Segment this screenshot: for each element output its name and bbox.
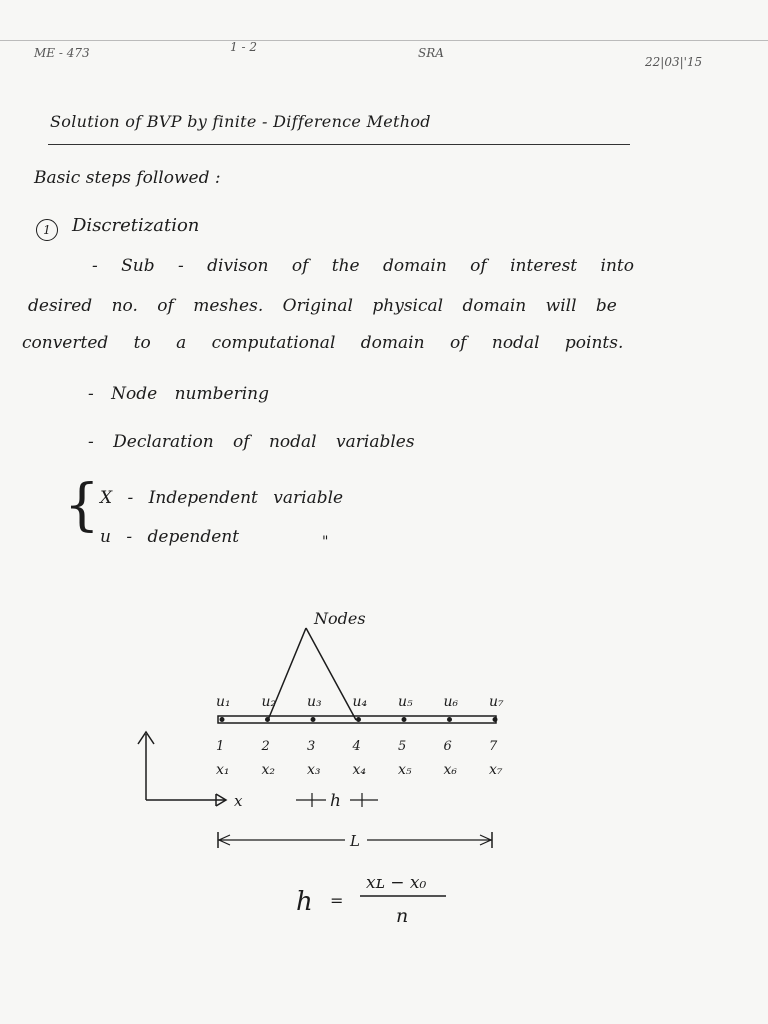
subtitle: Basic steps followed : xyxy=(34,168,221,188)
node-x-label: x₇ xyxy=(489,762,503,778)
u-variable-line: u - dependent xyxy=(100,527,240,547)
node-x-label: x₁ xyxy=(216,762,230,778)
node-u-label: u₂ xyxy=(261,694,277,710)
bullet-declaration: - Declaration of nodal variables xyxy=(88,432,415,452)
x-axis-label: x xyxy=(234,792,243,810)
node-x-label: x₂ xyxy=(261,762,276,778)
formula-lhs: h xyxy=(296,887,313,917)
bullet-node-numbering: - Node numbering xyxy=(88,384,269,404)
page-title: Solution of BVP by finite - Difference Method xyxy=(50,112,431,131)
node-dot xyxy=(356,717,361,722)
node-x-label: x₅ xyxy=(398,762,412,778)
node-u-label: u₅ xyxy=(398,694,413,710)
x-variable-line: X - Independent variable xyxy=(100,488,344,508)
paragraph-line-1: - Sub - divison of the domain of interest into xyxy=(92,256,634,276)
node-number: 7 xyxy=(489,739,498,754)
node-number: 3 xyxy=(307,739,316,754)
node-u-label: u₆ xyxy=(443,694,459,710)
node-number: 1 xyxy=(216,739,225,754)
node-x-label: x₆ xyxy=(443,762,458,778)
node-dot xyxy=(220,717,225,722)
paragraph-line-2: desired no. of meshes. Original physical domain will be xyxy=(28,296,617,316)
node-dot xyxy=(402,717,407,722)
section-heading: Discretization xyxy=(72,215,200,236)
node-dot xyxy=(265,717,270,722)
node-u-label: u₇ xyxy=(489,694,504,710)
node-u-label: u₄ xyxy=(352,694,368,710)
date: 22|03|'15 xyxy=(645,55,703,69)
paragraph-line-3: converted to a computational domain of nodal points. xyxy=(22,333,624,353)
node-number: 2 xyxy=(261,739,270,754)
formula-denominator: n xyxy=(396,905,409,927)
node-number: 4 xyxy=(352,739,361,754)
node-dot xyxy=(447,717,452,722)
node-u-label: u₃ xyxy=(307,694,322,710)
author-initials: SRA xyxy=(418,46,444,60)
course-code: ME - 473 xyxy=(34,46,90,60)
h-label: h xyxy=(330,791,341,811)
node-number: 5 xyxy=(398,739,407,754)
node-x-label: x₃ xyxy=(307,762,321,778)
node-u-label: u₁ xyxy=(216,694,231,710)
node-group xyxy=(216,694,504,778)
formula-equals: = xyxy=(330,891,344,910)
page-number: 1 - 2 xyxy=(230,40,257,54)
node-dot xyxy=(311,717,316,722)
node-number: 6 xyxy=(443,739,452,754)
formula-numerator: xʟ − x₀ xyxy=(366,873,427,893)
node-dot xyxy=(493,717,498,722)
section-number: 1 xyxy=(43,223,51,237)
node-x-label: x₄ xyxy=(352,762,367,778)
L-label: L xyxy=(350,832,360,850)
curly-brace: { xyxy=(64,473,100,538)
nodes-label: Nodes xyxy=(314,609,366,628)
ditto-mark: " xyxy=(322,534,329,550)
